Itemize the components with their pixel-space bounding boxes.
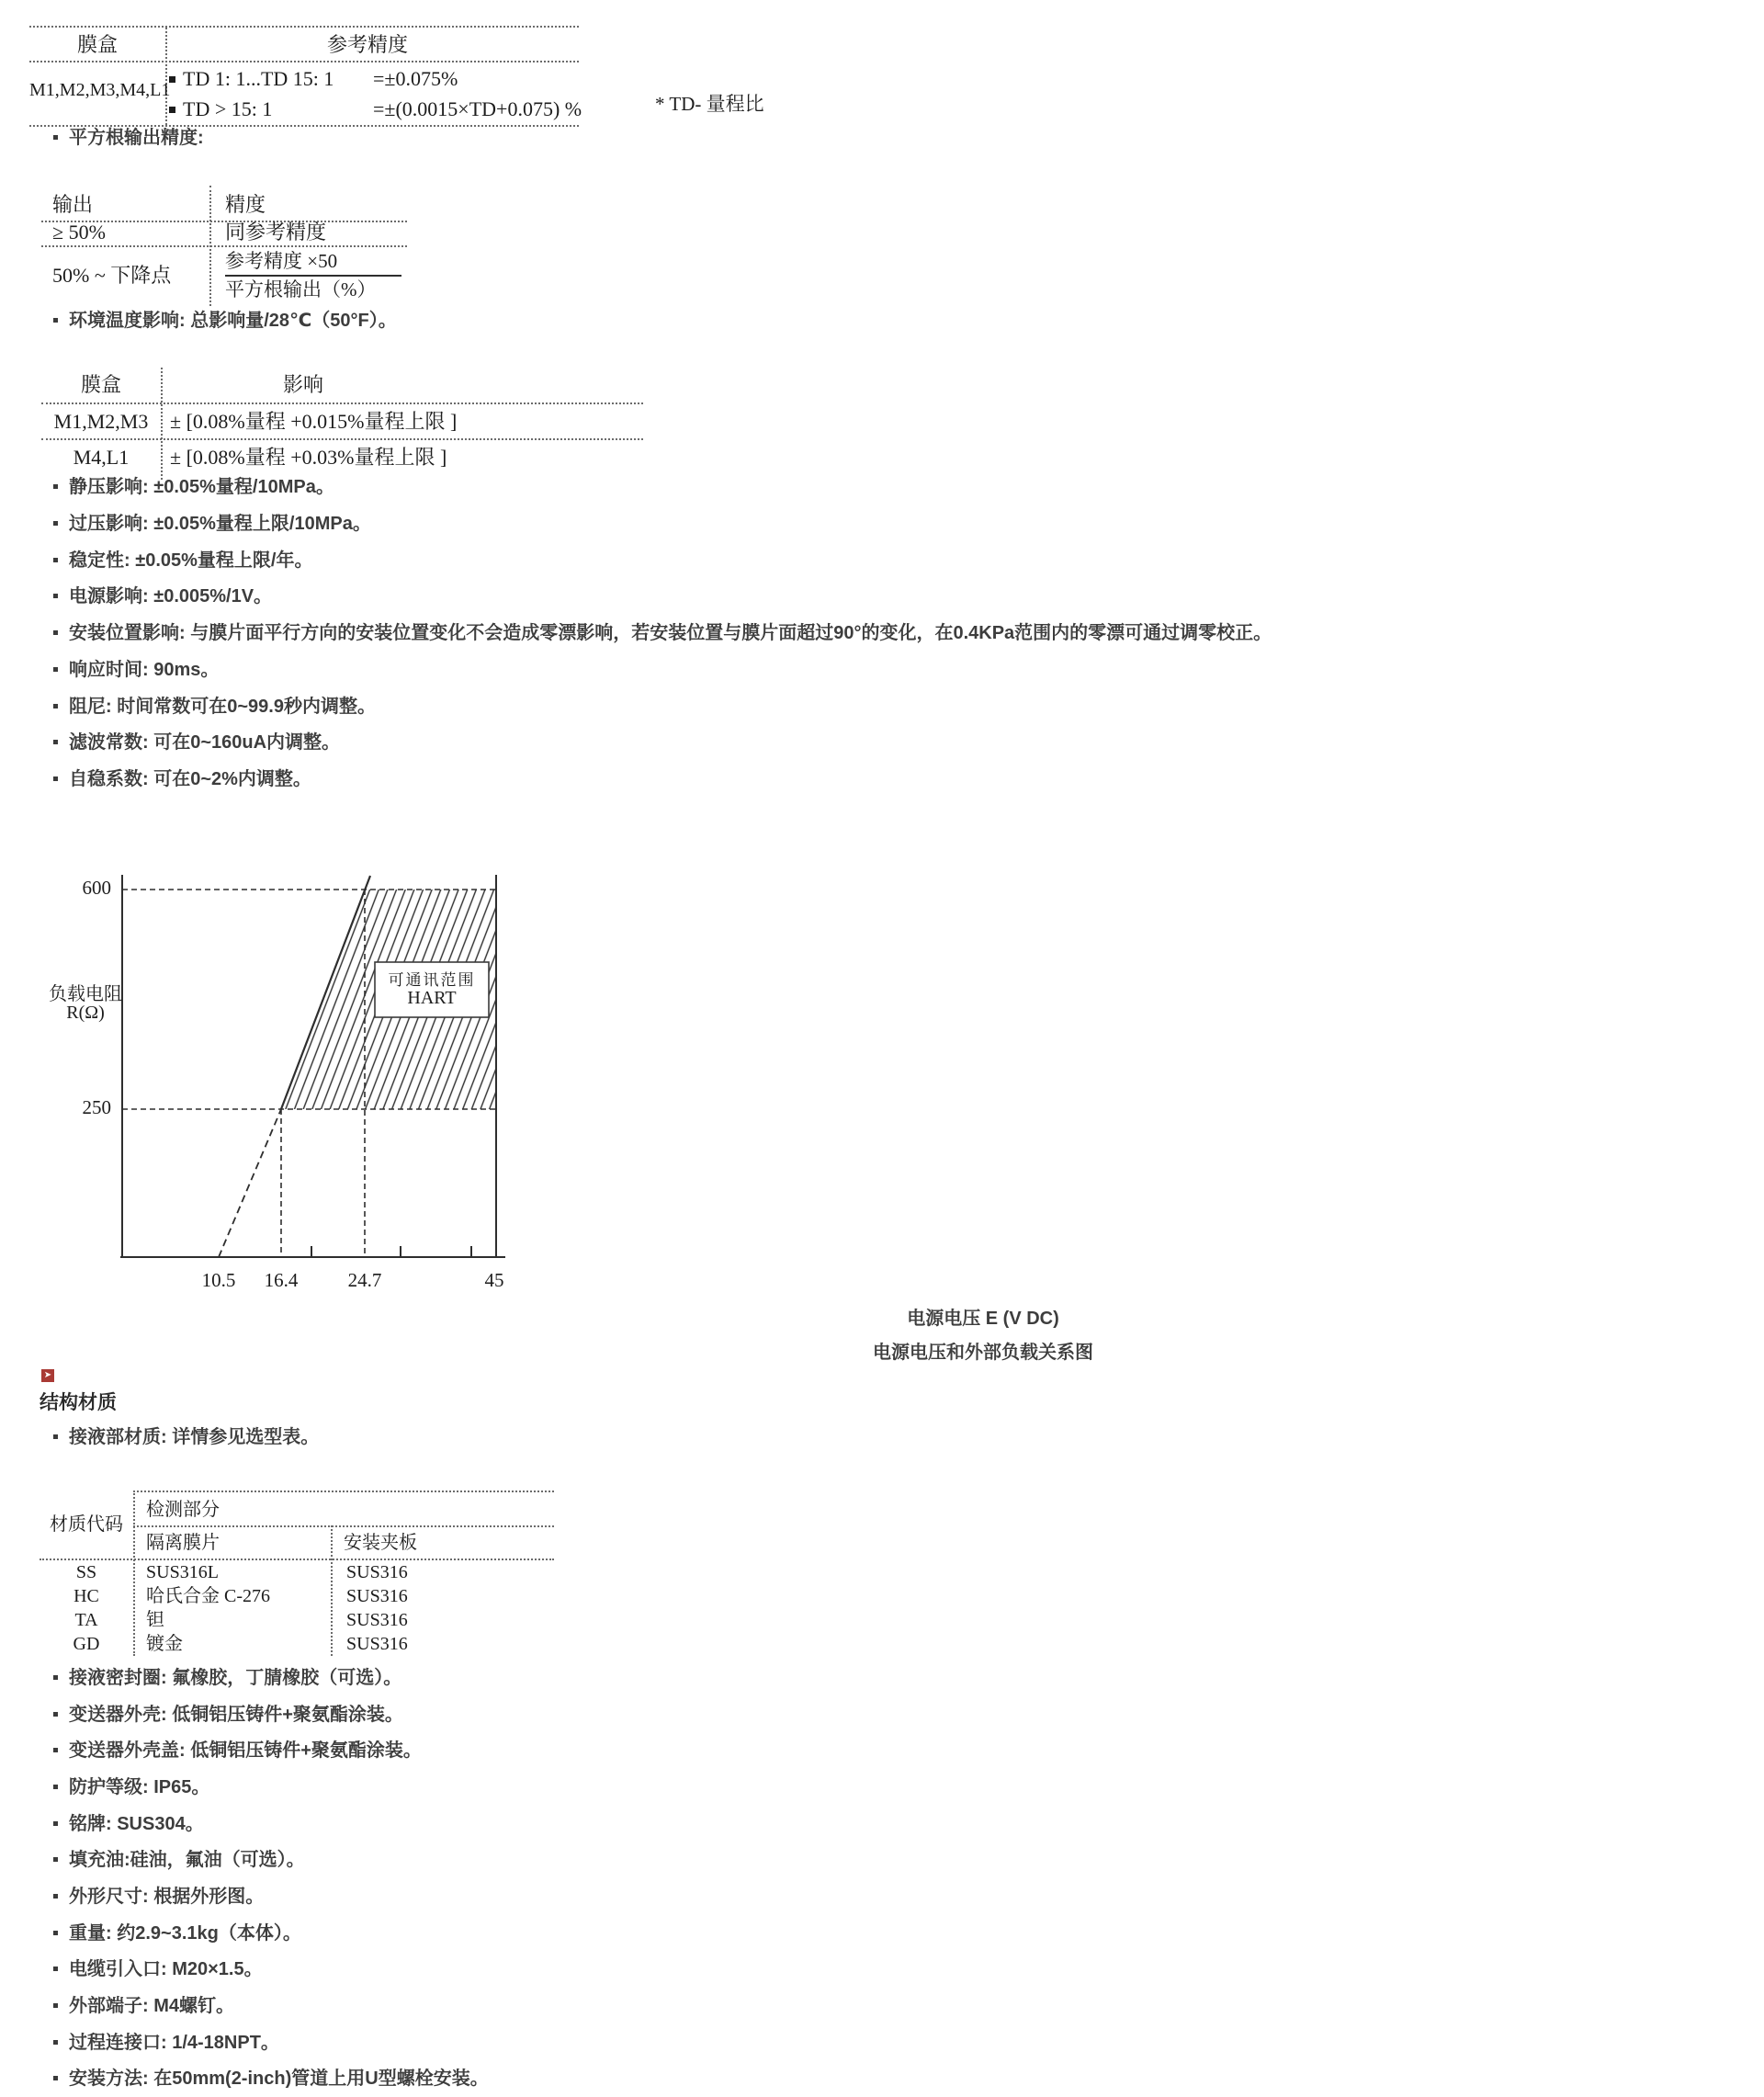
fill-oil-bullet: 填充油:硅油，氟油（可选）。 <box>53 1846 305 1874</box>
material-code: SS <box>75 1562 97 1582</box>
x-tick-24-7: 24.7 <box>347 1269 382 1291</box>
red-arrow-marker-icon: ➤ <box>41 1369 54 1382</box>
mounting-method-bullet: 安装方法: 在50mm(2-inch)管道上用U型螺栓安装。 <box>53 2065 489 2092</box>
material-diaphragm: 镀金 <box>146 1634 183 1654</box>
group-header-rule <box>133 1525 554 1527</box>
sub-header-diaphragm: 隔离膜片 <box>146 1533 220 1553</box>
region-label-line2: HART <box>407 988 457 1008</box>
mounting-position-bullet: 安装位置影响: 与膜片面平行方向的安装位置变化不会造成零漂影响，若安装位置与膜片面超过90°的变化，在0.4KPa范围内的零漂可通过调零校正。 <box>53 619 1272 647</box>
accuracy-row2-value: =±(0.0015×TD+0.075) % <box>373 97 582 120</box>
table-column-divider <box>133 1491 135 1656</box>
turndown-note: * TD- 量程比 <box>655 93 764 115</box>
reference-accuracy-table <box>29 26 582 127</box>
material-clamp: SUS316 <box>346 1610 408 1630</box>
cable-entry-bullet: 电缆引入口: M20×1.5。 <box>53 1955 263 1983</box>
capsule-models: M1,M2,M3,M4,L1 <box>29 80 171 100</box>
material-diaphragm: SUS316L <box>146 1562 219 1582</box>
chart-title-caption: 电源电压和外部负载关系图 <box>873 1343 1093 1363</box>
housing-bullet: 变送器外壳: 低铜铝压铸件+聚氨酯涂装。 <box>53 1701 403 1729</box>
overpressure-bullet: 过压影响: ±0.05%量程上限/10MPa。 <box>53 510 371 538</box>
material-clamp: SUS316 <box>346 1634 408 1654</box>
materials-table <box>40 1491 554 1656</box>
region-label-line1: 可通讯范围 <box>388 971 476 989</box>
material-clamp: SUS316 <box>346 1562 408 1582</box>
supply-voltage-load-chart <box>40 862 556 1366</box>
power-influence-bullet: 电源影响: ±0.005%/1V。 <box>53 583 272 610</box>
housing-cover-bullet: 变送器外壳盖: 低铜铝压铸件+聚氨酯涂装。 <box>53 1737 422 1764</box>
x-tick-10-5: 10.5 <box>201 1269 236 1291</box>
group-header-sensing-part: 检测部分 <box>146 1500 220 1520</box>
weight-bullet: 重量: 约2.9~3.1kg（本体）。 <box>53 1920 301 1947</box>
y-axis-title-line1: 负载电阻 <box>49 984 122 1004</box>
material-diaphragm: 钽 <box>146 1610 164 1630</box>
chart-canvas <box>40 862 556 1285</box>
nameplate-bullet: 铭牌: SUS304。 <box>53 1810 204 1838</box>
column-header-output: 输出 <box>52 193 94 216</box>
column-header-material-code: 材质代码 <box>50 1514 123 1535</box>
accuracy-fraction <box>225 250 401 301</box>
x-tick-45: 45 <box>484 1269 504 1291</box>
output-row1-accuracy: 同参考精度 <box>225 221 327 244</box>
column-header-capsule: 膜盒 <box>76 33 118 56</box>
sqrt-output-table <box>41 186 407 306</box>
output-row2-range: 50% ~ 下降点 <box>52 264 172 287</box>
protection-class-bullet: 防护等级: IP65。 <box>53 1774 209 1801</box>
static-pressure-bullet: 静压影响: ±0.05%量程/10MPa。 <box>53 473 334 501</box>
table-top-rule <box>133 1491 554 1492</box>
process-connection-bullet: 过程连接口: 1/4-18NPT。 <box>53 2029 279 2057</box>
column-header-influence: 影响 <box>282 373 323 396</box>
ambient-temperature-bullet: 环境温度影响: 总影响量/28℃（50°F）。 <box>53 307 397 334</box>
table-header-rule <box>41 402 643 404</box>
material-code: TA <box>74 1610 98 1630</box>
sqrt-output-bullet: 平方根输出精度: <box>53 124 204 152</box>
fraction-denominator: 平方根输出（%） <box>225 278 377 300</box>
fraction-numerator: 参考精度 ×50 <box>225 250 401 277</box>
material-code: GD <box>73 1634 100 1654</box>
damping-bullet: 阻尼: 时间常数可在0~99.9秒内调整。 <box>53 693 376 720</box>
column-header-accuracy: 精度 <box>225 193 266 216</box>
wetted-material-bullet: 接液部材质: 详情参见选型表。 <box>53 1423 319 1451</box>
column-header-reference-accuracy: 参考精度 <box>326 33 408 56</box>
dimensions-bullet: 外形尺寸: 根据外形图。 <box>53 1883 264 1910</box>
table-column-divider <box>161 368 163 480</box>
accuracy-row1-value: =±0.075% <box>373 67 458 90</box>
seal-ring-bullet: 接液密封圈: 氟橡胶，丁腈橡胶（可选）。 <box>53 1664 401 1692</box>
self-stabilize-bullet: 自稳系数: 可在0~2%内调整。 <box>53 765 311 793</box>
terminal-bullet: 外部端子: M4螺钉。 <box>53 1992 234 2020</box>
materials-section-heading: 结构材质 <box>40 1392 117 1413</box>
stability-bullet: 稳定性: ±0.05%量程上限/年。 <box>53 547 312 574</box>
output-row1-range: ≥ 50% <box>52 221 106 244</box>
x-tick-16-4: 16.4 <box>264 1269 299 1291</box>
material-clamp: SUS316 <box>346 1586 408 1606</box>
influence-row-capsule: M1,M2,M3 <box>53 410 149 433</box>
table-header-rule <box>29 61 579 62</box>
material-code: HC <box>74 1586 99 1606</box>
table-row-rule <box>41 438 643 440</box>
response-time-bullet: 响应时间: 90ms。 <box>53 656 219 684</box>
chart-x-axis-caption: 电源电压 E (V DC) <box>907 1309 1059 1329</box>
influence-row-value: ± [0.08%量程 +0.03%量程上限 ] <box>170 446 447 469</box>
accuracy-row1-condition: TD 1: 1...TD 15: 1 <box>169 65 334 93</box>
influence-row-capsule: M4,L1 <box>73 446 130 469</box>
y-tick-600: 600 <box>82 877 111 899</box>
filter-constant-bullet: 滤波常数: 可在0~160uA内调整。 <box>53 729 340 756</box>
influence-row-value: ± [0.08%量程 +0.015%量程上限 ] <box>170 410 458 433</box>
accuracy-row2-condition: TD > 15: 1 <box>169 96 272 123</box>
y-tick-250: 250 <box>82 1096 111 1118</box>
sub-header-clamp: 安装夹板 <box>344 1533 417 1553</box>
table-column-divider <box>331 1525 333 1656</box>
y-axis-title-line2: R(Ω) <box>66 1003 105 1023</box>
temperature-influence-table <box>41 368 643 480</box>
material-diaphragm: 哈氏合金 C-276 <box>146 1586 270 1606</box>
column-header-capsule: 膜盒 <box>80 373 121 396</box>
load-line-dashed <box>219 1109 281 1257</box>
